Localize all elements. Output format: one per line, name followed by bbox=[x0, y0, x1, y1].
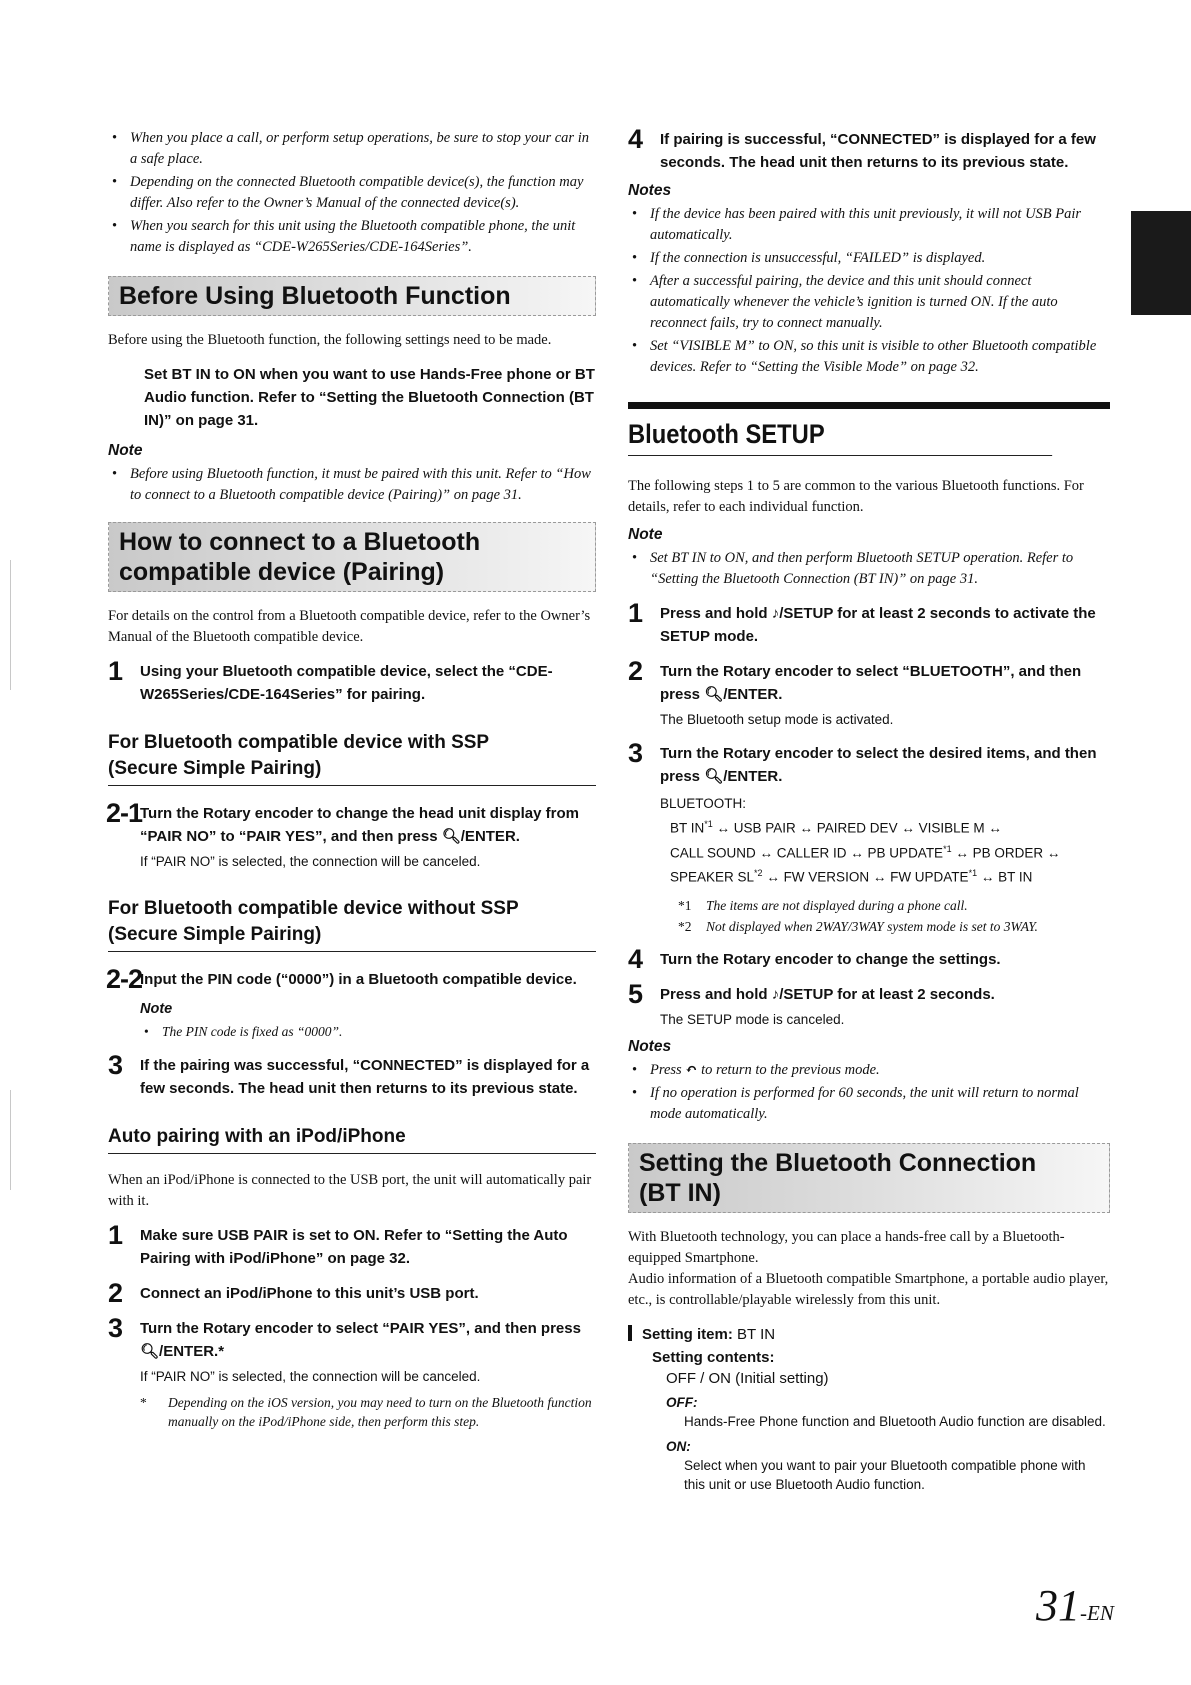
step-text-part: /SETUP for at least 2 seconds. bbox=[779, 985, 995, 1003]
note-heading: Note bbox=[140, 1001, 173, 1017]
step bbox=[106, 964, 596, 1042]
music-note-icon: ♪ bbox=[771, 605, 780, 622]
list-item: • Depending on the connected Bluetooth compatible device(s), the function may differ. Also refer to the Owner’s Manual of the connected device(s). bbox=[108, 172, 596, 214]
setting-item-value: BT IN bbox=[737, 1325, 776, 1343]
note-list bbox=[628, 204, 1110, 378]
step-number: 1 bbox=[108, 1220, 124, 1250]
step-number: 4 bbox=[628, 943, 644, 974]
footnote bbox=[678, 896, 1110, 915]
left-column bbox=[108, 128, 596, 1439]
menu-label: BLUETOOTH: bbox=[660, 796, 747, 811]
step-number: 3 bbox=[108, 1050, 124, 1080]
list-item: • After a successful pairing, the device and this unit should connect automatically whenever the vehicle’s ignition is turned ON. If the auto reconnect fails, try to connect manually. bbox=[628, 271, 1110, 334]
step-text: If pairing is successful, “CONNECTED” is displayed for a few seconds. The head unit then returns to its previous state. bbox=[660, 131, 1096, 171]
step-text bbox=[140, 1317, 596, 1363]
section-title: How to connect to a Bluetooth bbox=[119, 528, 481, 556]
footnote bbox=[678, 917, 1110, 936]
setting-item-label: Setting item: bbox=[642, 1325, 733, 1343]
subheading bbox=[108, 896, 596, 952]
note-text-part: to return to the previous mode. bbox=[701, 1061, 880, 1078]
list-item: • When you search for this unit using the Bluetooth compatible phone, the unit name is displayed as “CDE-W265Series/CDE-164Series”. bbox=[108, 216, 596, 258]
section-body: For details on the control from a Bluetooth compatible device, refer to the Owner’s Manual of the Bluetooth compatible device. bbox=[108, 608, 591, 645]
step-text: Turn the Rotary encoder to change the settings. bbox=[660, 950, 1001, 968]
subheading-line: For Bluetooth compatible device without SSP bbox=[108, 898, 519, 919]
list-item: • The PIN code is fixed as “0000”. bbox=[140, 1021, 596, 1042]
note-list bbox=[108, 464, 596, 506]
option-desc: Select when you want to pair your Bluetooth compatible phone with this unit or use Bluetooth Audio function. bbox=[684, 1457, 1086, 1492]
step bbox=[628, 124, 1110, 174]
page-number-suffix: -EN bbox=[1080, 1601, 1114, 1625]
music-note-icon: ♪ bbox=[771, 985, 780, 1003]
step-text-part: /ENTER. bbox=[723, 768, 783, 785]
step-text: Input the PIN code (“0000”) in a Bluetooth compatible device. bbox=[140, 971, 577, 988]
step-text bbox=[140, 802, 596, 848]
list-item: • Before using Bluetooth function, it must be paired with this unit. Refer to “How to connect to a Bluetooth compatible device (Pairing)” on page 31. bbox=[108, 464, 596, 506]
step bbox=[108, 1278, 596, 1308]
punch-mark bbox=[10, 560, 11, 690]
search-icon: 🔍︎ bbox=[140, 1343, 160, 1360]
step bbox=[106, 798, 596, 872]
step-number: 3 bbox=[628, 738, 644, 768]
search-icon: 🔍︎ bbox=[704, 686, 724, 703]
section-banner-before bbox=[108, 276, 596, 316]
step bbox=[108, 656, 596, 706]
step bbox=[628, 598, 1110, 648]
step-number: 2 bbox=[108, 1278, 124, 1308]
footnote-mark: *1 bbox=[678, 897, 692, 913]
setting-contents-value: OFF / ON (Initial setting) bbox=[666, 1369, 829, 1387]
step-sub: If “PAIR NO” is selected, the connection will be canceled. bbox=[140, 854, 481, 869]
step-text-part: Turn the Rotary encoder to select “BLUETOOTH”, and then press bbox=[660, 663, 1082, 703]
note-text-part: Press bbox=[650, 1061, 682, 1078]
note-heading: Notes bbox=[628, 182, 672, 199]
list-item: • If the device has been paired with this unit previously, it will not USB Pair automatically. bbox=[628, 204, 1110, 246]
step-text: If the pairing was successful, “CONNECTED” is displayed for a few seconds. The head unit then returns to its previous state. bbox=[140, 1057, 590, 1097]
note-heading: Note bbox=[108, 442, 143, 459]
intro-bullets bbox=[108, 128, 596, 258]
step-text bbox=[660, 602, 1110, 648]
setting-contents-label: Setting contents: bbox=[652, 1348, 775, 1366]
subheading-line: (Secure Simple Pairing) bbox=[108, 924, 322, 945]
section-title: (BT IN) bbox=[639, 1178, 721, 1207]
footnote-mark: * bbox=[140, 1395, 147, 1410]
section-body: The following steps 1 to 5 are common to the various Bluetooth functions. For details, refer to each individual function. bbox=[628, 478, 1084, 515]
search-icon: 🔍︎ bbox=[441, 828, 461, 845]
step-text-part: /SETUP for at least 2 seconds to activate the SETUP mode. bbox=[660, 605, 1096, 645]
step-text bbox=[660, 742, 1110, 788]
section-title: Bluetooth SETUP bbox=[628, 409, 1052, 456]
step-text-part: Press and hold bbox=[660, 985, 768, 1003]
page-number bbox=[1036, 1580, 1114, 1631]
section-title: Setting the Bluetooth Connection bbox=[639, 1148, 1037, 1177]
subheading bbox=[108, 730, 596, 786]
option-desc: Hands-Free Phone function and Bluetooth Audio function are disabled. bbox=[684, 1413, 1106, 1429]
footnote-text: The items are not displayed during a phone call. bbox=[706, 897, 968, 913]
chapter-tab bbox=[1131, 211, 1191, 315]
note-list bbox=[628, 1060, 1110, 1125]
step-text-part: /ENTER.* bbox=[159, 1343, 225, 1360]
step bbox=[628, 656, 1110, 730]
section-body: When an iPod/iPhone is connected to the USB port, the unit will automatically pair with it. bbox=[108, 1172, 592, 1209]
setting-options bbox=[666, 1395, 1110, 1494]
setting-contents bbox=[652, 1349, 1110, 1494]
note-heading: Notes bbox=[628, 1037, 672, 1055]
step bbox=[628, 738, 1110, 936]
step-number: 2 bbox=[628, 656, 644, 686]
step-number: 1 bbox=[108, 656, 124, 686]
step-text: Using your Bluetooth compatible device, select the “CDE-W265Series/CDE-164Series” for pairing. bbox=[140, 663, 553, 703]
title-rule bbox=[628, 402, 1110, 409]
section-banner-pairing bbox=[108, 522, 596, 592]
option-label: ON: bbox=[666, 1438, 691, 1454]
subheading: Auto pairing with an iPod/iPhone bbox=[108, 1124, 596, 1154]
step-sub: If “PAIR NO” is selected, the connection will be canceled. bbox=[140, 1369, 481, 1384]
section-body: With Bluetooth technology, you can place a hands-free call by a Bluetooth-equipped Smartphone. bbox=[628, 1228, 1065, 1266]
punch-mark bbox=[10, 1090, 11, 1190]
step-text: Connect an iPod/iPhone to this unit’s USB port. bbox=[140, 1285, 479, 1302]
step bbox=[628, 943, 1110, 974]
footnotes bbox=[678, 896, 1110, 936]
note-list bbox=[140, 1021, 596, 1042]
instruction: Set BT IN to ON when you want to use Hands-Free phone or BT Audio function. Refer to “Setting the Bluetooth Connection (BT IN)” on page 31. bbox=[144, 366, 595, 429]
footnote-text: Not displayed when 2WAY/3WAY system mode is set to 3WAY. bbox=[706, 918, 1038, 934]
list-item: • Set BT IN to ON, and then perform Bluetooth SETUP operation. Refer to “Setting the Bluetooth Connection (BT IN)” on page 31. bbox=[628, 548, 1110, 590]
page-number-value: 31 bbox=[1036, 1581, 1080, 1630]
step-text-part: Press and hold bbox=[660, 605, 768, 622]
step-text-part: Turn the Rotary encoder to select “PAIR YES”, and then press bbox=[140, 1320, 581, 1337]
menu-sequence bbox=[670, 814, 1110, 888]
step-sub: The Bluetooth setup mode is activated. bbox=[660, 712, 894, 727]
step-number: 2-2 bbox=[106, 964, 143, 994]
menu-sequence-line: BT IN$^{*1}$ ↔ USB PAIR ↔ PAIRED DEV ↔ VISIBLE M ↔ bbox=[670, 819, 1002, 836]
section-body: Audio information of a Bluetooth compatible Smartphone, a portable audio player, etc., is controllable/playable wirelessly from this unit. bbox=[628, 1270, 1109, 1308]
return-icon: ↶ bbox=[685, 1061, 698, 1078]
note-heading: Note bbox=[628, 526, 663, 543]
menu-sequence-line: CALL SOUND ↔ CALLER ID ↔ PB UPDATE$^{*1}$ ↔ PB ORDER ↔ bbox=[670, 843, 1061, 860]
search-icon: 🔍︎ bbox=[704, 768, 724, 785]
step-number: 3 bbox=[108, 1313, 124, 1343]
setting-item bbox=[628, 1325, 1110, 1343]
step-text-part: /ENTER. bbox=[723, 686, 783, 703]
list-item: • If the connection is unsuccessful, “FAILED” is displayed. bbox=[628, 248, 1110, 269]
step-text bbox=[660, 660, 1110, 706]
step-text-part: Turn the Rotary encoder to select the desired items, and then press bbox=[660, 745, 1097, 785]
step bbox=[108, 1220, 596, 1270]
section-body: Before using the Bluetooth function, the following settings need to be made. bbox=[108, 332, 552, 348]
section-title: Before Using Bluetooth Function bbox=[119, 282, 511, 310]
footnote bbox=[140, 1393, 596, 1431]
footnote-mark: *2 bbox=[678, 918, 692, 934]
option-label: OFF: bbox=[666, 1394, 698, 1410]
step-text: Make sure USB PAIR is set to ON. Refer to “Setting the Auto Pairing with iPod/iPhone” on page 32. bbox=[140, 1227, 568, 1267]
step bbox=[628, 978, 1110, 1030]
step-text-part: Turn the Rotary encoder to change the head unit display from “PAIR NO” to “PAIR YES”, and then press bbox=[140, 805, 579, 845]
note-list bbox=[628, 548, 1110, 590]
step-number: 4 bbox=[628, 124, 644, 154]
step-number: 2-1 bbox=[106, 798, 143, 828]
list-item: • If no operation is performed for 60 seconds, the unit will return to normal mode automatically. bbox=[628, 1083, 1110, 1125]
menu-sequence-line: SPEAKER SL$^{*2}$ ↔ FW VERSION ↔ FW UPDATE$^{*1}$ ↔ BT IN bbox=[670, 868, 1033, 885]
subheading-line: For Bluetooth compatible device with SSP bbox=[108, 732, 490, 753]
step bbox=[108, 1313, 596, 1431]
list-item: • When you place a call, or perform setup operations, be sure to stop your car in a safe place. bbox=[108, 128, 596, 170]
subheading-line: (Secure Simple Pairing) bbox=[108, 758, 322, 779]
section-title: compatible device (Pairing) bbox=[119, 558, 445, 586]
step-text-part: /ENTER. bbox=[460, 828, 520, 845]
step-number: 1 bbox=[628, 598, 644, 628]
step-number: 5 bbox=[628, 978, 644, 1009]
list-item: • Set “VISIBLE M” to ON, so this unit is visible to other Bluetooth compatible devices. Refer to “Setting the Visible Mode” on page 32. bbox=[628, 336, 1110, 378]
step bbox=[108, 1050, 596, 1100]
footnote-text: Depending on the iOS version, you may need to turn on the Bluetooth function manually on the iPod/iPhone side, then perform this step. bbox=[168, 1395, 592, 1429]
step-text bbox=[660, 983, 1110, 1006]
section-banner-btin bbox=[628, 1143, 1110, 1213]
step-sub: The SETUP mode is canceled. bbox=[660, 1011, 845, 1027]
right-column bbox=[628, 124, 1110, 1494]
list-item bbox=[628, 1060, 1110, 1081]
bullet-bar bbox=[628, 1325, 632, 1341]
